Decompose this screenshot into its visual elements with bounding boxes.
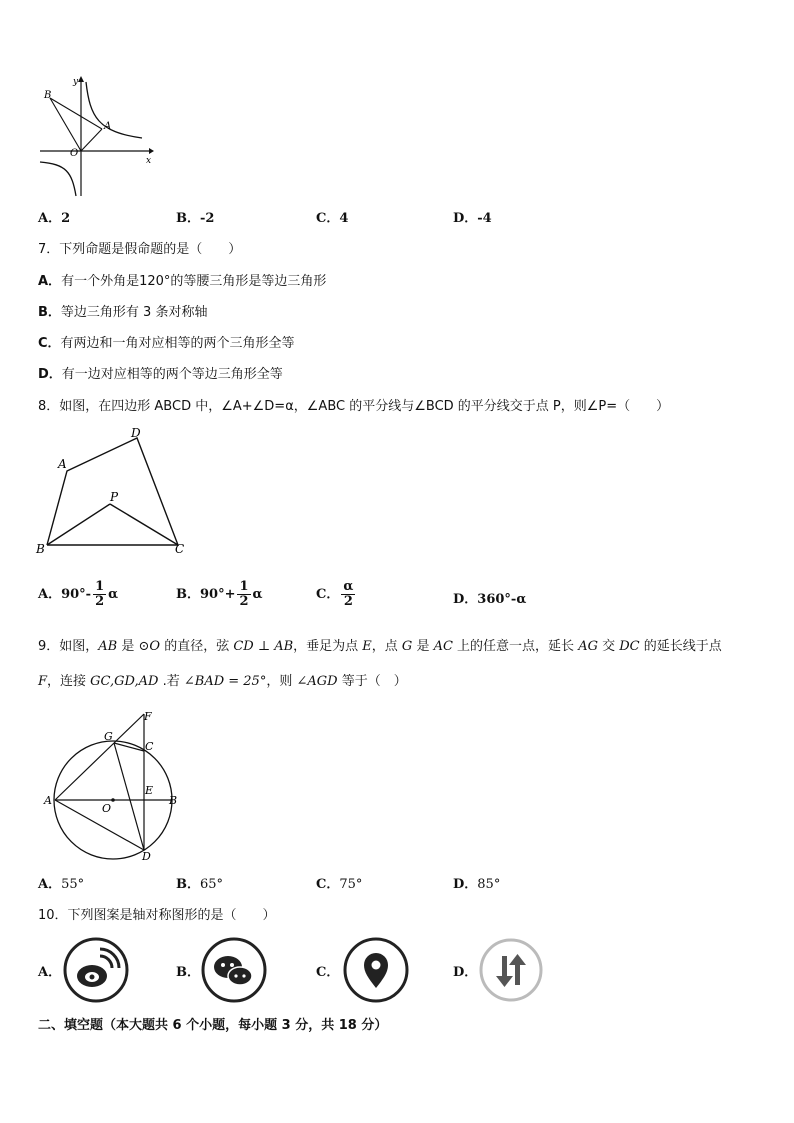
q6-label-o: O: [70, 148, 79, 159]
q8-label-p: P: [110, 490, 119, 504]
location-pin-icon: [342, 936, 410, 1004]
q9-label-e: E: [145, 784, 154, 797]
q8-label-c: C: [175, 542, 185, 556]
q6-label-b: B: [44, 90, 52, 101]
q6-option-d: D．-4: [453, 211, 492, 226]
q9-label-d: D: [142, 850, 151, 863]
q9-label-b: B: [169, 794, 178, 807]
q7-option-d: D．有一边对应相等的两个等边三角形全等: [38, 367, 283, 382]
q6-option-a: A．2: [38, 211, 71, 226]
q6-label-a: A: [104, 121, 112, 132]
q8-option-b: B．90°+ $\frac{1}{2}$ α: [176, 579, 263, 609]
q8-stem: 8．如图，在四边形 ABCD 中，∠A+∠D=α，∠ABC 的平分线与∠BCD 的平分线交于点 P，则∠P=（ ）: [38, 399, 670, 414]
q9-label-f: F: [144, 710, 152, 723]
q9-label-a: A: [44, 794, 52, 807]
q10-stem: 10．下列图案是轴对称图形的是（ ）: [38, 908, 276, 923]
q9-line1: 9．如图，AB 是 ⊙O 的直径，弦 CD ⊥ AB，垂足为点 E，点 G 是 AC 上的任意一点，延长 AG 交 DC 的延长线于点: [38, 639, 722, 654]
q9-label-o: O: [102, 802, 112, 815]
q6-label-x: x: [146, 156, 152, 166]
q8-option-a: A．90°- $\frac{1}{2}$ α: [38, 579, 119, 609]
section-2-heading: 二、填空题（本大题共 6 个小题，每小题 3 分，共 18 分）: [38, 1018, 388, 1033]
q10-option-d-key: D．: [453, 965, 478, 980]
q8-option-c: C． $\frac{\alpha}{2}$: [316, 579, 354, 609]
q9-label-c: C: [145, 740, 154, 753]
q9-option-c: C．75°: [316, 877, 363, 892]
q8-label-b: B: [36, 542, 45, 556]
q9-label-g: G: [104, 730, 113, 743]
q6-label-y: y: [73, 77, 79, 87]
q7-option-b: B．等边三角形有 3 条对称轴: [38, 305, 208, 320]
q9-option-a: A．55°: [38, 877, 85, 892]
q8-label-d: D: [131, 426, 141, 440]
q10-option-b-key: B．: [176, 965, 200, 980]
up-down-arrows-icon: [477, 936, 545, 1004]
q8-figure: [34, 424, 194, 559]
weibo-icon: [62, 936, 130, 1004]
q9-option-b: B．65°: [176, 877, 224, 892]
q7-stem: 7．下列命题是假命题的是（ ）: [38, 242, 242, 257]
q10-option-a-key: A．: [38, 965, 62, 980]
q8-option-d: D．360°-α: [453, 592, 527, 607]
q6-figure: [36, 72, 156, 202]
q9-line2: F，连接 GC,GD,AD .若 ∠BAD = 25°，则 ∠AGD 等于（ ）: [38, 674, 407, 689]
q7-option-a: A．有一个外角是120°的等腰三角形是等边三角形: [38, 274, 327, 289]
q9-figure: [36, 700, 196, 865]
q8-label-a: A: [58, 457, 67, 471]
wechat-icon: [200, 936, 268, 1004]
q6-option-c: C．4: [316, 211, 349, 226]
q6-option-b: B．-2: [176, 211, 215, 226]
q7-option-c: C．有两边和一角对应相等的两个三角形全等: [38, 336, 295, 351]
q10-option-c-key: C．: [316, 965, 340, 980]
q9-option-d: D．85°: [453, 877, 501, 892]
